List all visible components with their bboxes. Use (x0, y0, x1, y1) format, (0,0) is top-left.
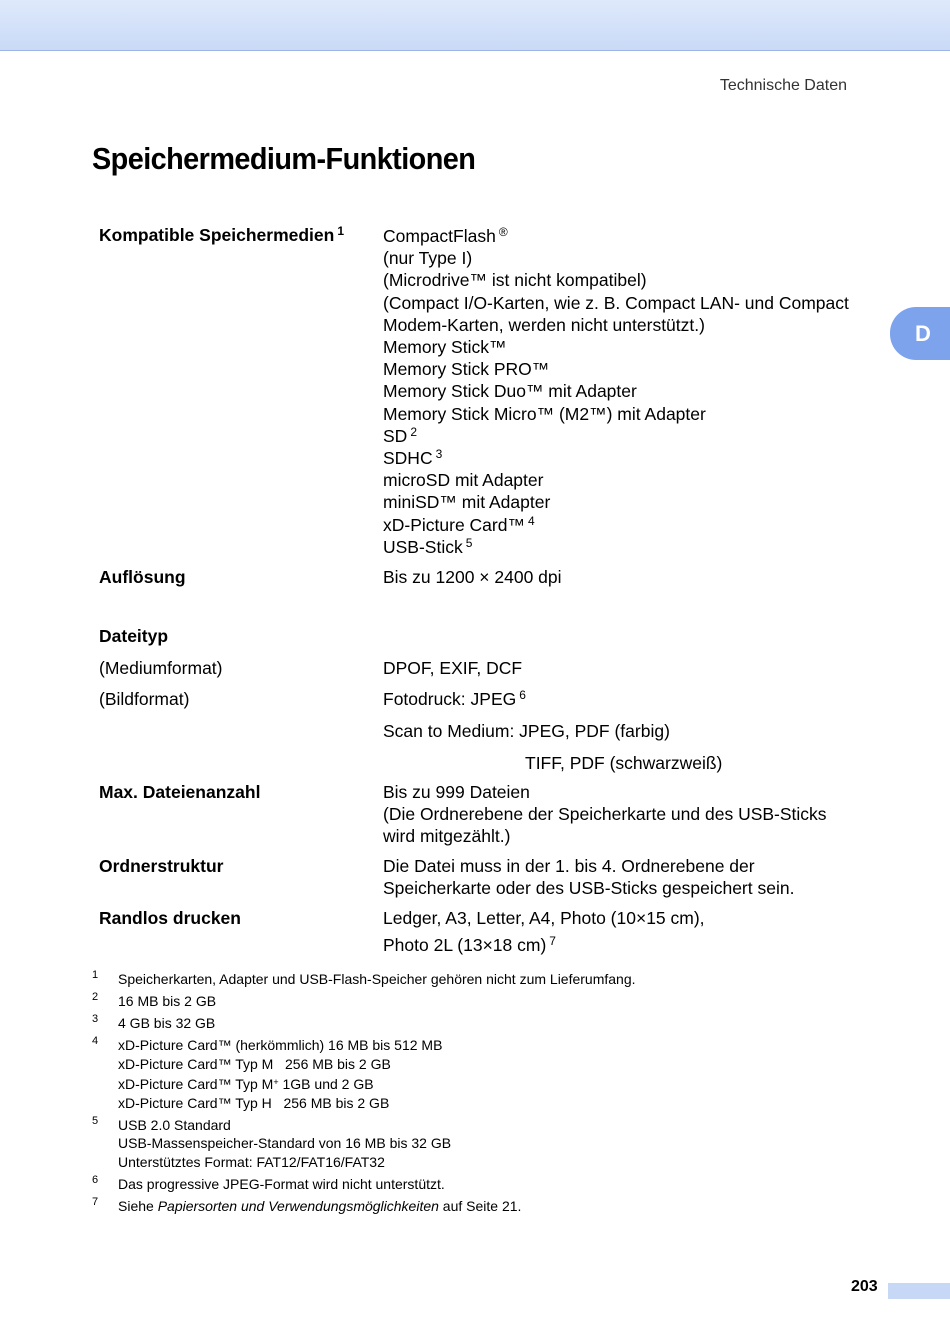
media-item: Memory Stick Micro™ (M2™) mit Adapter (383, 403, 706, 424)
folder-structure-label: Ordnerstruktur (99, 856, 224, 876)
max-files-label: Max. Dateienanzahl (99, 782, 261, 802)
running-head: Technische Daten (719, 77, 847, 94)
footnote-6 (92, 1175, 636, 1194)
compatible-media-list (383, 225, 849, 558)
footnote-ref: 6 (519, 688, 526, 702)
media-item: CompactFlash ® (383, 225, 508, 246)
footnote-ref: 1 (337, 224, 345, 238)
media-item: SD $^2$ (383, 424, 417, 446)
footnote-text: xD-Picture Card™ Typ M+ 1GB und 2 GB (118, 1076, 374, 1092)
footnote-number: 5 (92, 1114, 99, 1127)
cross-reference: Papiersorten und Verwendungsmöglichkeiten (157, 1197, 439, 1214)
footnote-3 (92, 1014, 636, 1033)
image-format-label: (Bildformat) (99, 689, 190, 709)
footnote-text: 16 MB bis 2 GB (118, 993, 217, 1009)
footnote-number: 1 (92, 969, 99, 981)
footnote-number: 6 (92, 1173, 99, 1186)
footnote-text: Speicherkarten, Adapter und USB-Flash-Speicher gehören nicht zum Lieferumfang. (118, 971, 636, 987)
footnote-number: 3 (92, 1013, 99, 1025)
footnote-number: 2 (92, 991, 99, 1003)
value-line: Photo 2L (13×18 cm) $^7$ (383, 934, 556, 956)
value-line: Speicherkarte oder des USB-Sticks gespeichert sein. (383, 878, 795, 899)
file-type-label: Dateityp (99, 626, 169, 646)
resolution-label: Auflösung (99, 567, 186, 587)
media-item: SDHC $^3$ (383, 447, 443, 469)
footnote-text: Das progressive JPEG-Format wird nicht unterstützt. (118, 1175, 445, 1192)
media-item: (Microdrive™ ist nicht kompatibel) (383, 270, 647, 291)
media-item: miniSD™ mit Adapter (383, 492, 551, 513)
media-item: Modem-Karten, werden nicht unterstützt.) (383, 314, 705, 335)
footnote-text: Unterstütztes Format: FAT12/FAT16/FAT32 (118, 1153, 385, 1170)
footnote-text: xD-Picture Card™ Typ H 256 MB bis 2 GB (118, 1094, 390, 1111)
borderless-value (383, 907, 705, 956)
footnote-1 (92, 970, 636, 989)
footnote-text: 4 GB bis 32 GB (118, 1015, 216, 1031)
value-line: Die Datei muss in der 1. bis 4. Ordnerebene der (383, 856, 755, 876)
medium-format-value: DPOF, EXIF, DCF (383, 658, 523, 678)
media-item: USB-Stick $^5$ (383, 535, 473, 557)
media-item: xD-Picture Card™ $^4$ (383, 513, 535, 535)
footnote-4 (92, 1036, 636, 1112)
page-number-bar (888, 1283, 950, 1299)
folder-structure-value (383, 855, 794, 899)
footnote-text: USB-Massenspeicher-Standard von 16 MB bis 32 GB (118, 1135, 452, 1151)
medium-format-label: (Mediumformat) (99, 658, 223, 678)
media-item: Memory Stick™ (383, 337, 507, 358)
footnote-text: xD-Picture Card™ (herkömmlich) 16 MB bis 512 MB (118, 1037, 443, 1053)
media-item: (nur Type I) (383, 248, 473, 269)
media-item: (Compact I/O-Karten, wie z. B. Compact LAN- und Compact (383, 292, 849, 313)
footnote-5 (92, 1116, 636, 1172)
footnote-ref: 3 (435, 447, 443, 462)
scan-format-value-2: TIFF, PDF (schwarzweiß) (525, 753, 723, 773)
footnote-ref: 7 (549, 934, 556, 949)
footnote-number: 4 (92, 1035, 99, 1047)
scan-format-value: Scan to Medium: JPEG, PDF (farbig) (383, 721, 670, 741)
header-band (0, 0, 950, 51)
max-files-value (383, 781, 827, 848)
footnotes (92, 970, 636, 1219)
page-title: Speichermedium-Funktionen (92, 141, 476, 176)
footnote-ref: 5 (465, 535, 473, 550)
value-line: Ledger, A3, Letter, A4, Photo (10×15 cm), (383, 908, 705, 928)
footnote-7 (92, 1197, 636, 1216)
footnote-number: 7 (92, 1195, 99, 1208)
footnote-ref: 4 (527, 513, 535, 528)
value-line: Bis zu 999 Dateien (383, 782, 530, 802)
media-item: Memory Stick PRO™ (383, 359, 550, 380)
footnote-text: Siehe Papiersorten und Verwendungsmöglichkeiten auf Seite 21. (118, 1197, 522, 1214)
image-format-value: Fotodruck: JPEG $^6$ (383, 688, 526, 709)
chapter-tab: D (890, 307, 950, 360)
value-line: wird mitgezählt.) (383, 826, 511, 847)
compatible-media-label: Kompatible Speichermedien $^1$ (99, 224, 345, 245)
resolution-value: Bis zu 1200 × 2400 dpi (383, 567, 562, 587)
media-item: microSD mit Adapter (383, 470, 544, 491)
page-number: 203 (851, 1278, 878, 1295)
footnote-ref: 2 (410, 424, 417, 439)
registered-mark: ® (498, 225, 508, 239)
value-line: (Die Ordnerebene der Speicherkarte und des USB-Sticks (383, 804, 827, 825)
footnote-text: USB 2.0 Standard (118, 1116, 231, 1133)
borderless-label: Randlos drucken (99, 908, 241, 928)
footnote-2 (92, 992, 636, 1011)
footnote-text: xD-Picture Card™ Typ M 256 MB bis 2 GB (118, 1055, 391, 1072)
media-item: Memory Stick Duo™ mit Adapter (383, 381, 637, 402)
